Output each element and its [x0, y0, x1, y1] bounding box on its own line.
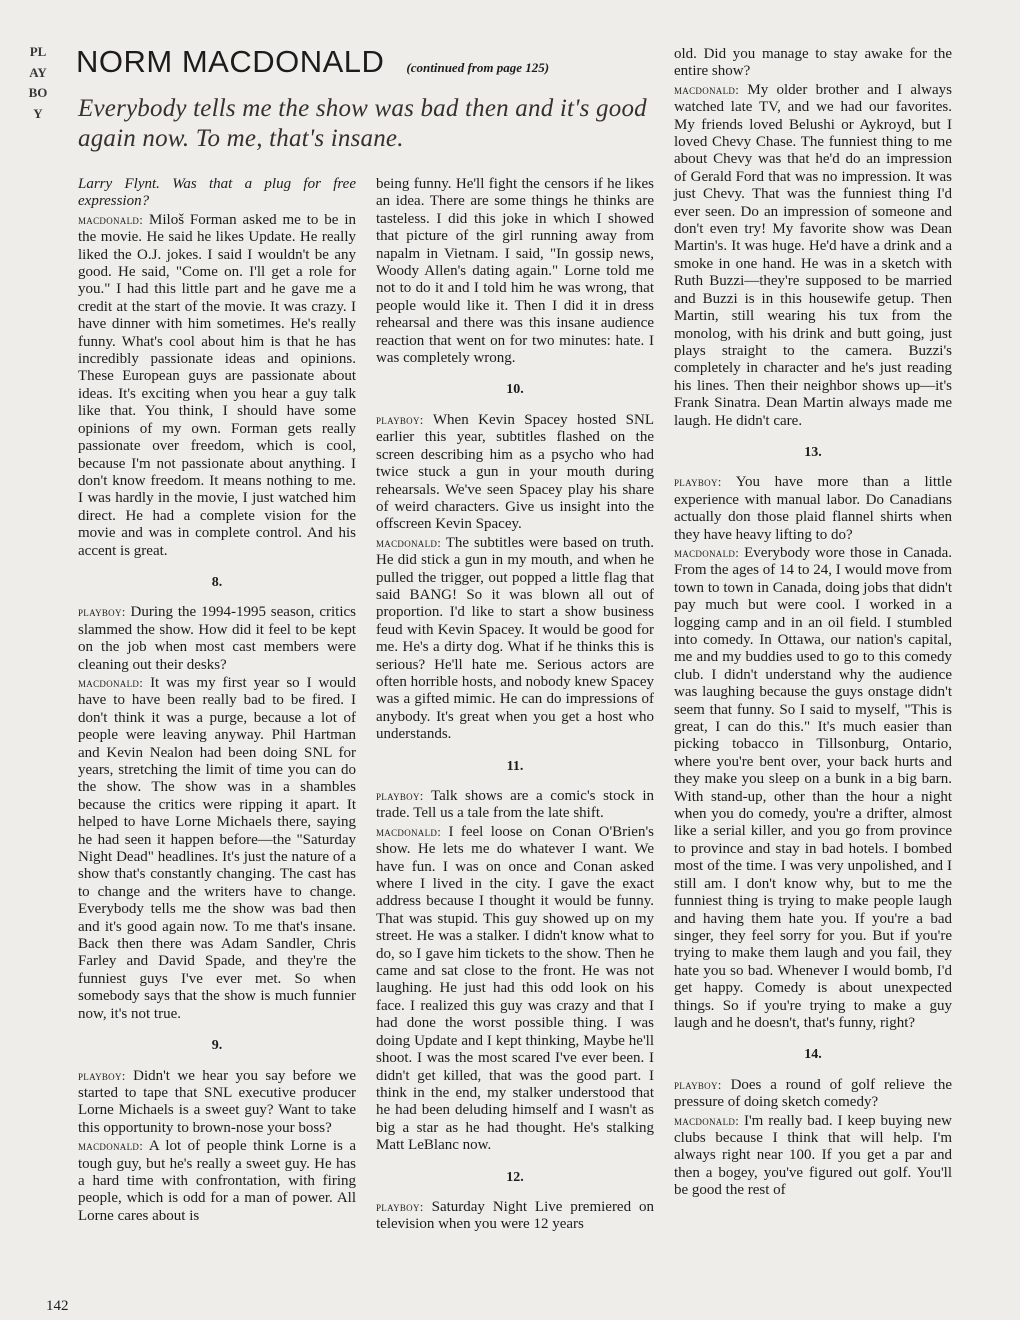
answer-paragraph: macdonald: It was my first year so I would have to have been really bad to be fired. I don't think it was a purge, because a lot of people were leaving anyway. Phil Hartman and Kevin Nealon had been doing SNL for years, stretching the limit of time you can do the show. The show was in a shambles because the critics were ripping it apart. It helped to have Lorne Michaels there, saying he had seen it happen before—the "Saturday Night Dead" headlines. It's just the nature of a show that's constantly changing. The cast has to change and the writers have to change. Everybody tells me the show was bad then and it's good again now. To me that's insane. Back then there was Adam Sandler, Chris Farley and David Spade, and they're the funniest guys I've ever met. So when somebody says that the show is much funnier now, it's not true.	[78, 674, 357, 1022]
speaker-label: macdonald:	[78, 674, 144, 690]
answer-paragraph: macdonald: Everybody wore those in Canada. From the ages of 14 to 24, I would move from town to town in Canada, doing jobs that didn't pay much but were cool. I worked in a logging camp and in an oil field. I stumbled into comedy. In Ottawa, our nation's capital, me and my buddies used to go to this comedy club. I didn't understand why the audience was laughing because the guys onstage didn't seem that funny. So I said to myself, "This is great, I can do this." It's much easier than picking tobacco in Tillsonburg, Ontario, where you're bent over, your back hurts and they make you sleep on a bunk in a big barn. With stand-up, other than the hour a night when you do comedy, you're a drifter, almost like a serial killer, and you go from province to province and stay in bad hotels. I bombed most of the time. I was very unpolished, and I still am. I don't know why, but to me the funniest thing is trying to make people laugh and having them hate you. If you're a bad singer, they feel sorry for you. But if you're trying to make them laugh and you fail, they hate you so bad. Whenever I would bomb, I'd get happy. Comedy is about unexpected things. So if you're trying to make a guy laugh and he doesn't, that's funny, right?	[674, 544, 953, 1031]
answer-paragraph: macdonald: The subtitles were based on truth. He did stick a gun in my mouth, and when he pulled the trigger, out popped a little flag that said BANG! So it was blown all out of proportion. I'd like to start a show business feud with Kevin Spacey. It would be good for me. He's a dirty dog. What if he thinks this is serious? He'll hate me. Serious actors are often horrible hosts, and nobody knew Spacey was a gifted mimic. He can do impressions of anybody. It's great when you get a host who understands.	[376, 534, 654, 743]
question-text: Larry Flynt. Was that a plug for free expression?	[78, 176, 356, 210]
section-number: 12.	[506, 1169, 524, 1185]
speaker-label: playboy:	[78, 604, 126, 620]
column-3	[674, 46, 952, 1200]
speaker-label: macdonald:	[376, 823, 442, 839]
speaker-label: playboy:	[376, 788, 424, 803]
pull-quote: Everybody tells me the show was bad then and it's good again now. To me, that's insane.	[78, 95, 647, 152]
speaker-label: playboy:	[376, 1198, 424, 1214]
answer-paragraph: being funny. He'll fight the censors if he likes an idea. There are some things he thinks are tasteless. I did this joke in which I showed that picture of the girl running away from napalm in Vietnam. I said, "In gossip news, Woody Allen's dating again." Lorne told me not to do it and I told him he was wrong, that people would like it. Then I did it in dress rehearsal and there was this insane audience reaction that went on for two minutes: hate. I was completely wrong.	[376, 176, 654, 367]
speaker-label: macdonald:	[674, 1112, 740, 1128]
speaker-label: playboy:	[674, 474, 722, 490]
section-number: 9.	[211, 1038, 223, 1054]
question-paragraph: old. Did you manage to stay awake for the entire show?	[674, 46, 952, 80]
answer-paragraph: macdonald: I feel loose on Conan O'Brien's show. He lets me do whatever I want. We have fun. I was on once and Conan asked where I lived in the city. I gave the exact address because I thought it would be funny. That was stupid. This guy showed up on my street. He was a stalker. I didn't know what to do, so I gave him tickets to the show. Then he came and sat close to the front. He was not laughing. He just had this odd look on his face. I realized this guy was crazy and that I had done the worst possible thing. I was doing Update and I kept thinking, Maybe he'll shoot. I was the most scared I've ever been. I didn't get killed, that was the good part. I think in the end, my stalker understood that he had been deluding himself and I wasn't as big a star as he had thought. He's stalking Matt LeBlanc now.	[376, 823, 655, 1154]
magazine-side-label: PLAYBOY	[28, 44, 48, 121]
answer-paragraph: macdonald: My older brother and I always watched late TV, and we had our favorites. My friends loved Belushi or Aykroyd, but I loved Chevy Chase. The funniest thing to me about Chevy was that he'd do an impression of Gerald Ford that was no impression. It was just Chevy. That was the funniest thing I'd ever seen. Do an impression of someone and don't even try! My favorite show was Dean Martin's. It was huge. He'd have a drink and a smoke in one hand. He was in a sketch with Ruth Buzzi—they're supposed to be married and Buzzi is in this housewife getup. Then Martin, still wearing his tux from the monolog, with his drink and butt going, just plays straight to the camera. Buzzi's completely in character and he's just reading his lines. Then their neighbor shows up—it's Frank Sinatra. Dean Martin always made me laugh. He didn't care.	[674, 81, 952, 429]
section-number: 11.	[506, 758, 524, 774]
page-number: 142	[46, 1298, 69, 1314]
section-number: 10.	[506, 382, 524, 398]
speaker-label: playboy:	[376, 411, 424, 427]
speaker-label: playboy:	[78, 1067, 126, 1083]
column-2	[376, 176, 654, 1234]
speaker-label: macdonald:	[78, 1138, 144, 1154]
question-paragraph: playboy: Saturday Night Live premiered on television when you were 12 years	[376, 1198, 654, 1233]
speaker-label: macdonald:	[674, 544, 740, 560]
question-paragraph: playboy: Didn't we hear you say before we started to tape that SNL executive producer Lorne Michaels is a sweet guy? Want to take this opportunity to brown-nose your boss?	[78, 1067, 356, 1136]
article-header	[76, 44, 656, 80]
answer-paragraph: macdonald: Miloš Forman asked me to be in the movie. He said he likes Update. He really liked the O.J. jokes. I said I wouldn't be any good. He said, "Come on. I'll get a role for you." I had this little part and he gave me a credit at the start of the movie. It was crazy. I have dinner with him sometimes. He's really funny. What's cool about him is that he has incredibly passionate ideas and opinions. These European guys are passionate about ideas. It's exciting when you hear a guy talk like that. You think, I should have some opinions of my own. Forman gets really passionate over freedom, which is cool, because I'm not passionate about anything. I don't know freedom. It means nothing to me. I was hardly in the movie, I just watched him direct. He had a complete vision for the movie and was in complete control. And his accent is great.	[78, 211, 356, 559]
question-paragraph: playboy: During the 1994-1995 season, critics slammed the show. How did it feel to be kept on the job when most cast members were cleaning out their desks?	[78, 604, 356, 673]
question-paragraph: playboy: Talk shows are a comic's stock in trade. Tell us a tale from the late shift.	[376, 788, 655, 822]
column-1	[78, 176, 356, 1225]
speaker-label: macdonald:	[78, 211, 144, 227]
speaker-label: playboy:	[674, 1076, 722, 1092]
section-number: 13.	[804, 444, 822, 460]
question-paragraph: playboy: You have more than a little experience with manual labor. Do Canadians actually don those plaid flannel shirts when they have heavy lifting to do?	[674, 474, 952, 543]
speaker-label: macdonald:	[376, 534, 442, 550]
answer-paragraph: macdonald: I'm really bad. I keep buying new clubs because I think that will help. I'm always right near 100. If you get a par and then a bogey, you've figured out golf. You'll be good the rest of	[674, 1112, 953, 1199]
section-number: 8.	[211, 574, 223, 590]
question-paragraph: playboy: Does a round of golf relieve the pressure of doing sketch comedy?	[674, 1076, 952, 1111]
question-paragraph: playboy: When Kevin Spacey hosted SNL earlier this year, subtitles flashed on the screen describing him as a psycho who had twice stuck a gun in your mouth during rehearsals. We've seen Spacey play his share of weird characters. Give us insight into the offscreen Kevin Spacey.	[376, 411, 654, 533]
section-number: 14.	[804, 1047, 822, 1063]
speaker-label: macdonald:	[674, 81, 740, 97]
answer-paragraph: macdonald: A lot of people think Lorne is a tough guy, but he's really a sweet guy. He has a hard time with confrontation, with firing people, which is odd for a man of power. All Lorne cares about is	[78, 1138, 356, 1224]
article-title: NORM MACDONALD	[76, 44, 385, 79]
continued-note: (continued from page 125)	[406, 60, 550, 75]
